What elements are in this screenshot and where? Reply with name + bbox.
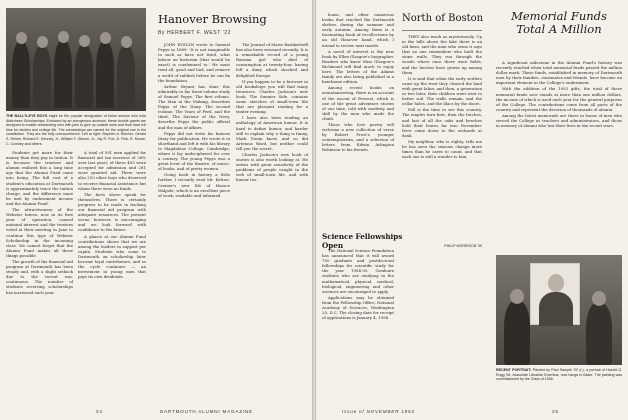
paragraph: A glance at our Alumni Fund contributions shows that we are among the leaders in support per capita. Students who come to Dartmouth on scholarship later become loyal contributors, and so the cycle continues — an investment in young men that pays its own dividends. xyxy=(78,233,146,280)
paragraph: Pepys did not write his famous Diary for publication. He wrote it in shorthand and left it with his library to Magdalene College, Cambridge, where it lay undeciphered for over a century. The young Pepys was a great lover of the theatre, of music, of books, and of pretty women. xyxy=(158,130,230,172)
scholars-photo-caption xyxy=(6,114,146,144)
paragraph: The Journal of Marie Bashkirtseff has also been reissued recently. It is a remarkable record of a young Russian girl who died of consumption at twenty-four, having left a diary which shocked and delighted Europe. xyxy=(236,42,308,78)
paragraph: The facts above speak for themselves. There is certainly progress to be made in backing our financial aid program with adequate resources. The present scene, however, is encouraging and we look forward with confidence to the future. xyxy=(78,191,146,233)
left-column-4 xyxy=(236,42,308,400)
north-of-boston-text xyxy=(402,34,482,240)
page-number-left: 24 xyxy=(96,409,103,414)
paragraph: The growth of the financial aid program at Dartmouth has been steady and, with a slight setback due to the recent war, continuous. The number of students receiving scholarships has increased each year. xyxy=(6,258,73,295)
paragraph: JOHN EVELYN wrote to Samuel Pepys in 1689: 'It is not imaginable to such as have not tried, what labour an historian (that would be exact) is condemned to.' He must read all, good and bad, and remove a world of rubbish before he can fix the foundation. xyxy=(158,42,230,83)
byline: By HERBERT F. WEST '22 xyxy=(158,30,232,36)
memorial-funds-text xyxy=(496,60,622,250)
paragraph: Among the latest memorials are those in honor of men who served the College as teachers and administrators, and those in memory of alumni who lost their lives in the recent wars. xyxy=(496,112,622,129)
paragraph: The National Science Foundation has announced that it will award 750 graduate and postdoctoral fellowships for scientific study for the year 1954-55. Graduate students who are studying in the mathematical, physical, medical, biological, engineering and other sciences are encouraged to apply. xyxy=(322,248,394,294)
paragraph: Going back in history a little further, I recently read Mr. Ketton-Cremer's new life of Horace Walpole, which is an excellent piece of work, readable and informed. xyxy=(158,172,230,198)
north-of-boston-signoff: PHILIP MORRISON '35 xyxy=(444,244,482,248)
hanover-browsing-headline: Hanover Browsing xyxy=(158,12,267,26)
right-column-1 xyxy=(322,12,394,212)
caption-text: might be the popular designation of these seniors who hold Aldrichsen Scholarships. Endowed by an anonymous alumnus, these double grants are designed to enable outstanding men with jobs to give up outside work and thus have full time for studies and college life. The scholarships are named for the original one in the constitution. They are the fully unencumbered. Left to right: Stephen A. Belcher, Gerald S. Reiner, Richard E. Denney, Jr., William F. Gibson, Jr., Jay R. Fort, D. Fink, R. Moore, C. Crowley and others. xyxy=(6,114,146,146)
paragraph: Applications may be obtained from the Fellowship Office, National Academy of Sciences, Washington 25, D.C. The closing date for receipt of applications is January 4, 1954. xyxy=(322,294,394,321)
paragraph: If you happen to be a browser in old bookshops you will find many treasures. Charles Jackson's new book, The Sunnier Side, contains some sketches of small-town life that are pleasant reading for a winter evening. xyxy=(236,78,308,115)
page-number-right: 25 xyxy=(552,409,559,414)
paragraph: My neighbor, who is eighty, tells me he has seen the seasons change more times than he cares to count, and that each one is still a wonder to him. xyxy=(402,138,482,160)
science-fellowships-headline: Science Fellowships Open xyxy=(322,232,403,250)
left-column-1 xyxy=(6,150,73,400)
paragraph: A significant milestone in the Alumni Fund's history was recently reached when total memorial funds passed the million dollar mark. These funds, established in memory of Dartmouth men by their families, classmates and friends, have become an important element in the College's endowment. xyxy=(496,60,622,86)
paragraph: The attractiveness of the Webster Intern, now in its first year of operation, caused national interest and the trustees voted at their meeting in June to continue this type of Webster Scholarship in the incoming class. We cannot forget that the Alumni Fund makes all these things possible. xyxy=(6,207,73,258)
magazine-title-footer: DARTMOUTH ALUMNI MAGAZINE xyxy=(160,409,253,414)
headline-rule xyxy=(402,30,482,31)
paragraph: home, and other numerous books that reached the Dartmouth shelves during the summer and early autumn. Among them is a fascinating book of recollections by an old Hanover hand, which I intend to review next month. xyxy=(322,12,394,48)
caption-bold-lead: THE BALL'S-EYE BOYS xyxy=(6,114,48,118)
science-fellowships-text xyxy=(322,248,394,398)
paragraph: It is said that when the early settlers came up the river they cleared the land with great labor, and then, a generation or two later, their children went west to better soil. The walls remain, and the cellar holes, and the lilacs by the doors. xyxy=(402,75,482,107)
caption-text: Painted by Paul Sample '20 (r.), a portrait of Harold G. Rugg '06, Associate Librarian Emeritus, now hangs in Baker. The painting was commissioned by the Class of 1906. xyxy=(496,368,622,382)
right-page xyxy=(316,0,628,420)
left-column-3 xyxy=(158,42,230,400)
paragraph: A novel of interest is the new book by Ellen Glasgow's biographer. Readers who knew Miss Glasgow's Richmond will find much to enjoy here. The letters of the Adams family are also being published in a handsome edition. xyxy=(322,48,394,85)
portrait-photo-caption xyxy=(496,368,622,396)
paragraph: Fall is the time to see this country. The maples turn first, then the birches, and last of all the oaks and beeches hold their leaves far into November. Deer come down to the orchards at dusk. xyxy=(402,107,482,138)
memorial-funds-headline: Memorial Funds Total A Million xyxy=(511,9,607,36)
paragraph: I have also been reading an anthology of American humor. It is hard to define humor, and harder still to explain why a thing is funny. Mark Twain knew, and so did Artemus Ward, but neither could tell you the secret. xyxy=(236,115,308,151)
issue-footer: Issue of NOVEMBER 1953 xyxy=(342,409,415,414)
paragraph: Students get more for their money than they pay in tuition. It is because the trustees and alumni realized this a long time ago that the Alumni Fund came into being. The full cost of a student's education at Dartmouth is approximately twice the tuition charge, and the difference must be met by endowment income and the Alumni Fund. xyxy=(6,150,73,206)
paragraph: Arthur Bryant has done this admirably in his three-volume study of Samuel Pepys. The first volume, The Man in the Making, describes Pepys of the Diary. The second volume, The Years of Peril, and the third, The Saviour of the Navy, describe Pepys the public official and the man of affairs. xyxy=(158,83,230,130)
paragraph: Charles Jackson's new book of stories is also worth looking at. He writes with great sensitivity of the problems of people caught in the web of small-town life, and with humor too. xyxy=(236,151,308,183)
scholars-group-photo xyxy=(6,8,146,111)
paragraph: A total of 591 men applied for financial aid (an increase of 26% over last year); of these 405 were accepted for admission and 281 were granted aid. There were also 210 other boys who deserved to receive financial assistance but whom there were no funds. xyxy=(78,150,146,191)
north-of-boston-headline: North of Boston xyxy=(402,13,484,24)
paragraph: With the addition of the 1953 gifts, the total of these memorial funds now stands at more than one million dollars, the income of which is used each year for the general purposes of the College. The contributions come from all parts of the country and represent the devotion of thousands of alumni. xyxy=(496,86,622,112)
paragraph: Those who love poetry will welcome a new collection of verse by Robert Frost's younger contemporaries, and a selection of letters from Edwin Arlington Robinson to his friends. xyxy=(322,121,394,153)
paragraph: Among recent books on mountaineering, there is an account of the ascent of Everest, which is one of the great adventure stories of our time, told with modesty and skill by the men who made the climb. xyxy=(322,85,394,121)
caption-bold-lead: RECENT PORTRAIT: xyxy=(496,368,532,372)
paragraph: THEY also teach as mysteriously. Up in the hills above the lake there is an old farm, and the man who owns it says that no one remembers who built the stone walls. They run through the woods where once there were fields, and the birches have grown up among them. xyxy=(402,34,482,75)
portrait-canvas xyxy=(530,263,580,325)
left-page xyxy=(0,0,312,420)
left-column-2 xyxy=(78,150,146,400)
portrait-painting-photo xyxy=(496,255,622,365)
